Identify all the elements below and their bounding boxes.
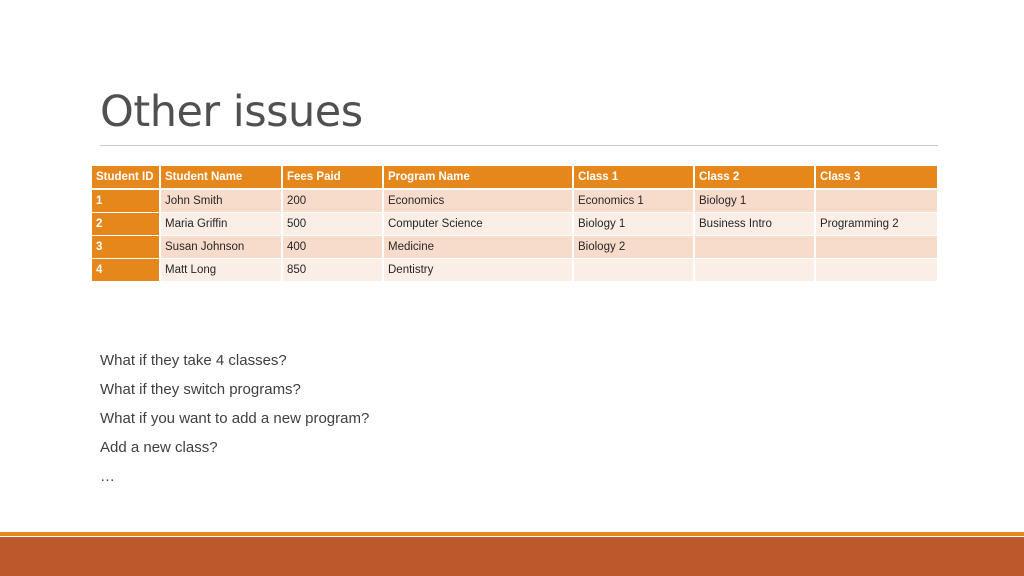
list-item: What if they switch programs? bbox=[100, 381, 301, 398]
table-header-row bbox=[92, 166, 937, 190]
cell-program-name: Economics bbox=[384, 190, 572, 213]
footer-band bbox=[0, 537, 1024, 576]
cell-fees-paid: 850 bbox=[283, 259, 382, 282]
cell-program-name: Dentistry bbox=[384, 259, 572, 282]
slide-title: Other issues bbox=[100, 87, 363, 137]
title-divider bbox=[100, 145, 938, 146]
cell-class-2 bbox=[695, 259, 814, 282]
cell-class-2: Biology 1 bbox=[695, 190, 814, 213]
list-item: Add a new class? bbox=[100, 439, 218, 456]
cell-class-3 bbox=[816, 259, 937, 282]
student-table bbox=[90, 166, 939, 282]
cell-class-2: Business Intro bbox=[695, 213, 814, 236]
cell-student-name: Susan Johnson bbox=[161, 236, 281, 259]
list-item: What if they take 4 classes? bbox=[100, 352, 287, 369]
header-student-id: Student ID bbox=[92, 166, 159, 190]
cell-fees-paid: 200 bbox=[283, 190, 382, 213]
cell-student-id: 4 bbox=[92, 259, 159, 282]
question-list bbox=[100, 348, 369, 493]
table-row bbox=[92, 236, 937, 259]
cell-student-name: John Smith bbox=[161, 190, 281, 213]
cell-student-id: 2 bbox=[92, 213, 159, 236]
cell-class-1 bbox=[574, 259, 693, 282]
table-row bbox=[92, 213, 937, 236]
cell-student-id: 3 bbox=[92, 236, 159, 259]
cell-class-3 bbox=[816, 190, 937, 213]
cell-class-1: Biology 1 bbox=[574, 213, 693, 236]
list-item: … bbox=[100, 468, 115, 485]
cell-fees-paid: 400 bbox=[283, 236, 382, 259]
cell-class-3 bbox=[816, 236, 937, 259]
cell-program-name: Medicine bbox=[384, 236, 572, 259]
cell-student-name: Maria Griffin bbox=[161, 213, 281, 236]
table-row bbox=[92, 190, 937, 213]
list-item: What if you want to add a new program? bbox=[100, 410, 370, 427]
header-student-name: Student Name bbox=[161, 166, 281, 190]
header-class-1: Class 1 bbox=[574, 166, 693, 190]
cell-class-3: Programming 2 bbox=[816, 213, 937, 236]
cell-program-name: Computer Science bbox=[384, 213, 572, 236]
header-class-3: Class 3 bbox=[816, 166, 937, 190]
footer-accent-line bbox=[0, 532, 1024, 536]
header-class-2: Class 2 bbox=[695, 166, 814, 190]
cell-student-name: Matt Long bbox=[161, 259, 281, 282]
cell-class-2 bbox=[695, 236, 814, 259]
cell-student-id: 1 bbox=[92, 190, 159, 213]
header-fees-paid: Fees Paid bbox=[283, 166, 382, 190]
cell-class-1: Biology 2 bbox=[574, 236, 693, 259]
cell-fees-paid: 500 bbox=[283, 213, 382, 236]
cell-class-1: Economics 1 bbox=[574, 190, 693, 213]
table-row bbox=[92, 259, 937, 282]
header-program-name: Program Name bbox=[384, 166, 572, 190]
